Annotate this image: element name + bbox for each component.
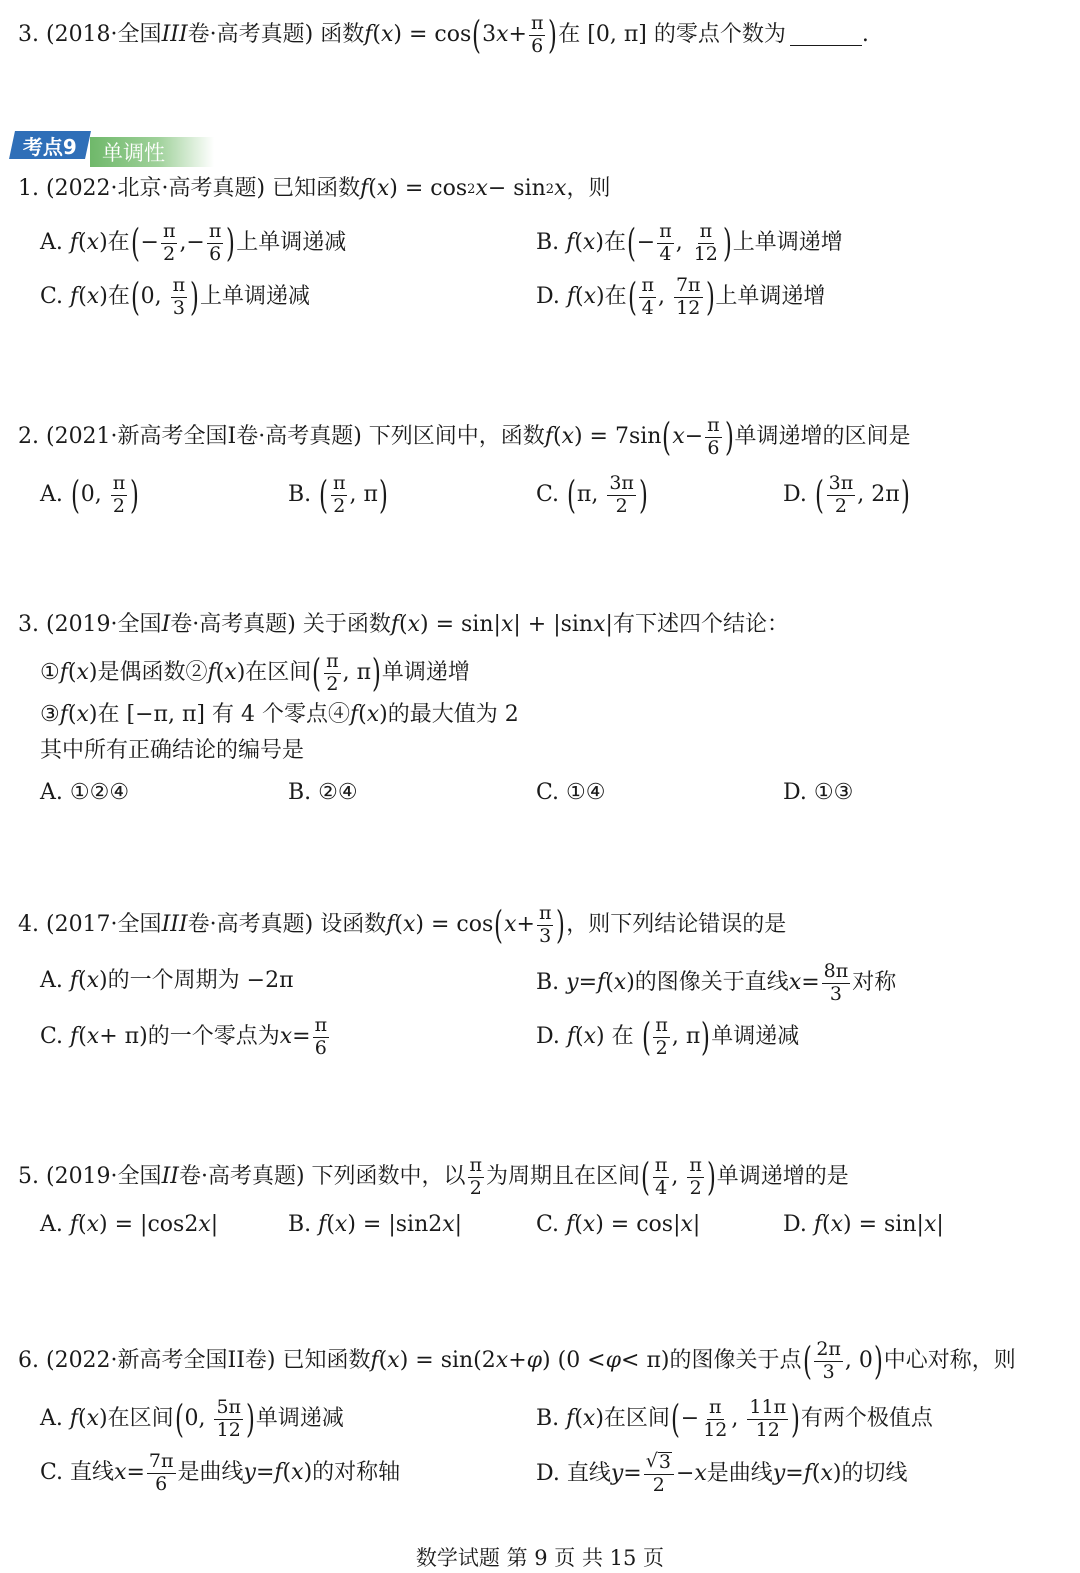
question-4-stem: 4. (2017·全国 III 卷·高考真题) 设函数 f ( x ) = cos ( x + $\frac{\pi}{3}$ ) ，则下列结论错误的是: [18, 902, 787, 948]
q3-conclusions-1-2: ① f ( x ) 是偶函数② f ( x ) 在区间 ( $\frac{\pi}{2}$ , π ) 单调递增: [40, 650, 470, 696]
q3-option-b[interactable]: B. ②④: [288, 780, 358, 805]
q1-option-d[interactable]: D. f ( x ) 在 ( $\frac{\pi}{4}$ , $\frac{7\pi}{12}$ ) 上单调递增: [536, 274, 826, 320]
q5-option-b[interactable]: B. f ( x ) = |sin2 x |: [288, 1212, 463, 1237]
question-3-stem: 3. (2019·全国 I 卷·高考真题) 关于函数 f ( x ) = sin| x | + |sin x | 有下述四个结论：: [18, 612, 789, 637]
q6-option-d[interactable]: D. 直线 y = √ 3 2 − x 是曲线 y = f ( x ) 的切线: [536, 1450, 908, 1496]
q6-option-b[interactable]: B. f ( x ) 在区间 ( − $\frac{\pi}{12}$ , $\frac{11\pi}{12}$ ) 有两个极值点: [536, 1396, 933, 1442]
q2-option-a[interactable]: A. ( 0, $\frac{\pi}{2}$ ): [40, 472, 140, 518]
question-2-stem: 2. (2021·新高考全国I卷·高考真题) 下列区间中，函数 f ( x ) = 7sin ( x − $\frac{\pi}{6}$ ) 单调递增的区间是: [18, 414, 911, 460]
q1-option-b[interactable]: B. f ( x ) 在 ( − $\frac{\pi}{4}$ , $\frac{\pi}{12}$ ) 上单调递增: [536, 220, 843, 266]
question-5-stem: 5. (2019·全国 II 卷·高考真题) 下列函数中，以 $\frac{\pi}{2}$ 为周期且在区间 ( $\frac{\pi}{4}$ , $\frac{\pi}{2}$ ) 单调递增的是: [18, 1154, 849, 1200]
q5-option-c[interactable]: C. f ( x ) = cos| x |: [536, 1212, 701, 1237]
q3-option-c[interactable]: C. ①④: [536, 780, 606, 805]
question-1-stem: 1. (2022·北京·高考真题) 已知函数 f ( x ) = cos 2 x − sin 2 x ，则: [18, 176, 611, 201]
q6-option-c[interactable]: C. 直线 x = $\frac{7\pi}{6}$ 是曲线 y = f ( x ) 的对称轴: [40, 1450, 401, 1495]
answer-blank: [790, 25, 862, 46]
q3-conclusions-3-4: ③ f ( x ) 在 [−π, π] 有 4 个零点④ f ( x ) 的最大值为 2: [40, 702, 519, 727]
q5-option-d[interactable]: D. f ( x ) = sin| x |: [783, 1212, 944, 1237]
q2-option-b[interactable]: B. ( $\frac{\pi}{2}$ , π ): [288, 472, 388, 518]
q5-option-a[interactable]: A. f ( x ) = |cos2 x |: [40, 1212, 219, 1237]
q6-option-a[interactable]: A. f ( x ) 在区间 ( 0, $\frac{5\pi}{12}$ ) 单调递减: [40, 1396, 344, 1442]
section-title: 单调性: [90, 137, 214, 167]
q3-option-a[interactable]: A. ①②④: [40, 780, 130, 805]
q1-option-c[interactable]: C. f ( x ) 在 ( 0, $\frac{\pi}{3}$ ) 上单调递减: [40, 274, 310, 320]
q4-option-b[interactable]: B. y = f ( x ) 的图像关于直线 x = $\frac{8\pi}{3}$ 对称: [536, 960, 897, 1005]
section-tag: [12, 131, 212, 165]
q3-ask: 其中所有正确结论的编号是: [40, 738, 305, 763]
q1-option-a[interactable]: A. f ( x ) 在 ( − $\frac{\pi}{2}$ ,− $\frac{\pi}{6}$ ) 上单调递减: [40, 220, 347, 266]
q4-option-a[interactable]: A. f ( x ) 的一个周期为 −2π: [40, 968, 294, 993]
q4-option-c[interactable]: C. f ( x + π) 的一个零点为 x = $\frac{\pi}{6}$: [40, 1014, 328, 1059]
q2-option-d[interactable]: D. ( $\frac{3\pi}{2}$ , 2π ): [783, 472, 910, 518]
page-footer: 数学试题 第 9 页 共 15 页: [415, 1546, 665, 1570]
question-6-stem: 6. (2022·新高考全国II卷) 已知函数 f ( x ) = sin(2 x + φ ) (0 < φ < π) 的图像关于点 ( $\frac{2\pi}{3}$ , 0 ) 中心对称，则: [18, 1338, 1016, 1384]
q3-option-d[interactable]: D. ①③: [783, 780, 854, 805]
q4-option-d[interactable]: D. f ( x ) 在 ( $\frac{\pi}{2}$ , π ) 单调递减: [536, 1014, 800, 1060]
prev-question-3: 3. (2018·全国 III 卷·高考真题) 函数 f ( x ) = cos ( 3 x + $\frac{\pi}{6}$ ) 在 [0, π] 的零点个数为 .: [18, 12, 869, 58]
fraction: $\frac{\pi}{6}$: [530, 12, 544, 57]
q2-option-c[interactable]: C. ( π, $\frac{3\pi}{2}$ ): [536, 472, 648, 518]
section-badge: 考点9: [9, 131, 91, 159]
